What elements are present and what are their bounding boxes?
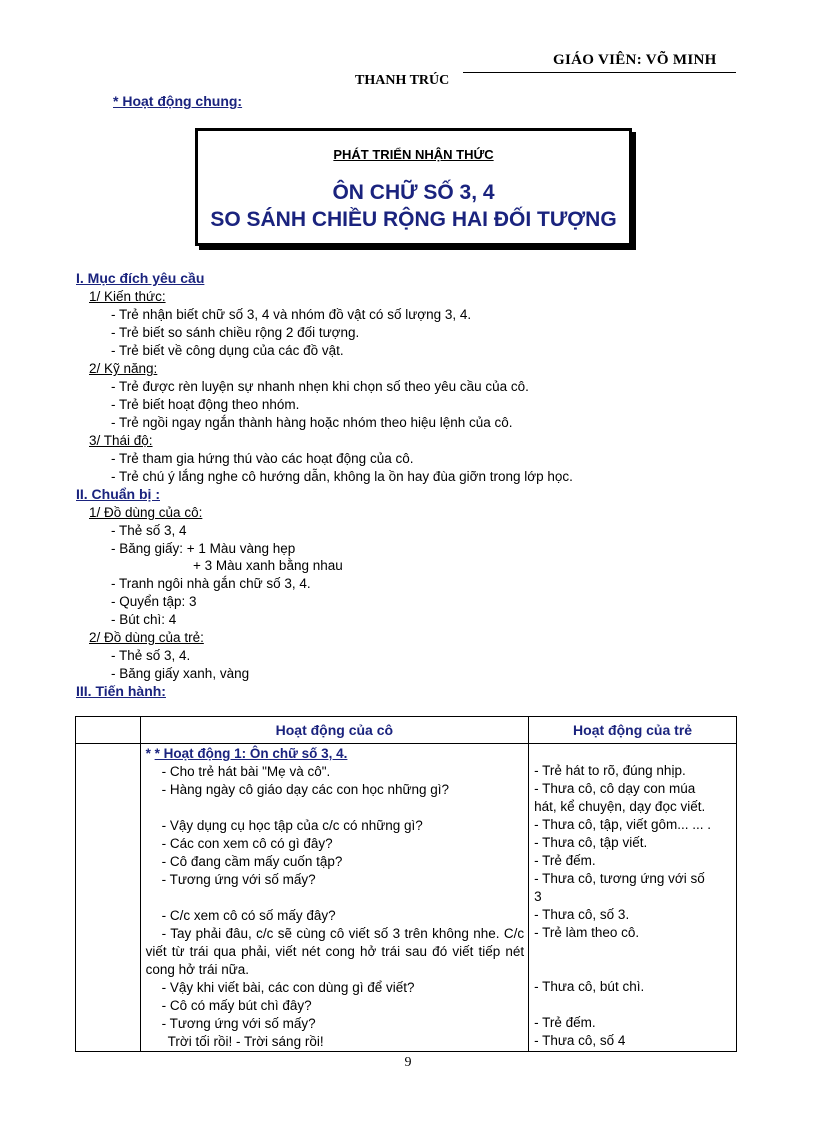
attitude-item: - Trẻ chú ý lắng nghe cô hướng dẫn, không la ồn hay đùa giỡn trong lớp học. — [111, 469, 573, 484]
child-line: - Thưa cô, cô dạy con múa — [534, 781, 696, 796]
subject-title: PHÁT TRIỂN NHẬN THỨC — [333, 147, 494, 162]
knowledge-heading: 1/ Kiến thức: — [89, 289, 166, 304]
title-box — [195, 128, 632, 246]
activity-table — [75, 716, 737, 1052]
teacher-line: - Hàng ngày cô giáo dạy các con học những gì? — [161, 782, 450, 797]
section3-heading: III. Tiến hành: — [76, 683, 166, 699]
knowledge-item: - Trẻ biết về công dụng của các đồ vật. — [111, 343, 344, 358]
child-items-heading: 2/ Đồ dùng của trẻ: — [89, 630, 204, 645]
teacher-item: + 3 Màu xanh bằng nhau — [193, 558, 343, 573]
section2-heading: II. Chuẩn bị : — [76, 486, 160, 502]
attitude-item: - Trẻ tham gia hứng thú vào các hoạt động của cô. — [111, 451, 414, 466]
activity1-title: * * Hoạt động 1: Ôn chữ số 3, 4. — [145, 746, 348, 761]
table-header-empty — [76, 717, 141, 744]
teacher-item: - Băng giấy: + 1 Màu vàng hẹp — [111, 541, 296, 556]
teacher-line — [146, 799, 525, 817]
table-header-teacher: Hoạt động của cô — [140, 717, 529, 744]
child-item: - Thẻ số 3, 4. — [111, 648, 191, 663]
child-line: - Trẻ làm theo cô. — [534, 925, 640, 940]
child-line: - Thưa cô, tập viết. — [534, 835, 648, 850]
skills-item: - Trẻ được rèn luyện sự nhanh nhẹn khi chọn số theo yêu cầu của cô. — [111, 379, 529, 394]
teacher-line: - Vậy khi viết bài, các con dùng gì để viết? — [161, 980, 415, 995]
child-line — [534, 960, 732, 978]
teacher-line: - Cô đang cầm mấy cuốn tập? — [161, 854, 343, 869]
child-line: - Trẻ đếm. — [534, 1015, 596, 1030]
table-header-child: Hoạt động của trẻ — [529, 717, 737, 744]
attitude-heading: 3/ Thái độ: — [89, 433, 153, 448]
lesson-title-line1: ÔN CHỮ SỐ 3, 4 — [332, 181, 495, 204]
skills-item: - Trẻ biết hoạt động theo nhóm. — [111, 397, 300, 412]
teacher-line: Trời tối rồi! - Trời sáng rồi! — [167, 1034, 324, 1049]
page-number: 9 — [404, 1055, 412, 1070]
child-line: - Thưa cô, bút chì. — [534, 979, 645, 994]
teacher-name: THANH TRÚC — [355, 73, 450, 88]
skills-item: - Trẻ ngồi ngay ngắn thành hàng hoặc nhóm theo hiệu lệnh của cô. — [111, 415, 513, 430]
teacher-activity-cell — [140, 744, 529, 1052]
teacher-line: - Tương ứng với số mấy? — [161, 1016, 316, 1031]
table-row — [76, 744, 737, 1052]
table-header-row — [76, 717, 737, 744]
knowledge-item: - Trẻ biết so sánh chiều rộng 2 đối tượng. — [111, 325, 360, 340]
skills-heading: 2/ Kỹ năng: — [89, 361, 158, 376]
teacher-line: - C/c xem cô có số mấy đây? — [161, 908, 336, 923]
teacher-line: - Vậy dụng cụ học tập của c/c có những gì? — [161, 818, 423, 833]
knowledge-item: - Trẻ nhận biết chữ số 3, 4 và nhóm đồ vật có số lượng 3, 4. — [111, 307, 472, 322]
teacher-item: - Bút chì: 4 — [111, 612, 177, 627]
teacher-line — [146, 889, 525, 907]
child-line: - Thưa cô, số 3. — [534, 907, 630, 922]
child-line — [534, 996, 732, 1014]
teacher-item: - Thẻ số 3, 4 — [111, 523, 187, 538]
activity1-title-text: * Hoạt động 1: Ôn chữ số 3, 4. — [154, 746, 348, 761]
teacher-item: - Tranh ngôi nhà gắn chữ số 3, 4. — [111, 576, 311, 591]
activity-type: * Hoạt động chung: — [113, 93, 243, 109]
teacher-line: - Các con xem cô có gì đây? — [161, 836, 333, 851]
teacher-item: - Quyển tập: 3 — [111, 594, 197, 609]
lesson-title-line2: SO SÁNH CHIỀU RỘNG HAI ĐỐI TƯỢNG — [210, 208, 617, 231]
child-line: - Trẻ hát to rõ, đúng nhịp. — [534, 763, 686, 778]
header-rule — [463, 72, 736, 73]
child-line: - Thưa cô, tương ứng với số — [534, 871, 705, 886]
child-line: 3 — [534, 889, 542, 904]
teacher-items-heading: 1/ Đồ dùng của cô: — [89, 505, 203, 520]
child-line — [534, 744, 732, 762]
section1-heading: I. Mục đích yêu cầu — [76, 270, 205, 286]
child-line: - Thưa cô, tập, viết gôm... ... . — [534, 817, 711, 832]
child-item: - Băng giấy xanh, vàng — [111, 666, 250, 681]
teacher-label: GIÁO VIÊN: VÕ MINH — [553, 52, 717, 68]
teacher-paragraph: - Tay phải đâu, c/c sẽ cùng cô viết số 3 trên không nhe. C/c viết từ trái qua phải, viết nét cong hở trái sau đó viết tiếp nét cong hở trái nữa. — [145, 926, 525, 977]
child-line: - Thưa cô, số 4 — [534, 1033, 626, 1048]
child-line — [534, 942, 732, 960]
teacher-line: - Cô có mấy bút chì đây? — [161, 998, 312, 1013]
child-line: hát, kể chuyện, dạy đọc viết. — [534, 799, 706, 814]
table-cell-empty — [76, 744, 141, 1052]
child-line: - Trẻ đếm. — [534, 853, 596, 868]
teacher-line: - Tương ứng với số mấy? — [161, 872, 316, 887]
lesson-title — [198, 179, 629, 233]
teacher-line: - Cho trẻ hát bài "Mẹ và cô". — [161, 764, 331, 779]
child-activity-cell — [529, 744, 737, 1052]
